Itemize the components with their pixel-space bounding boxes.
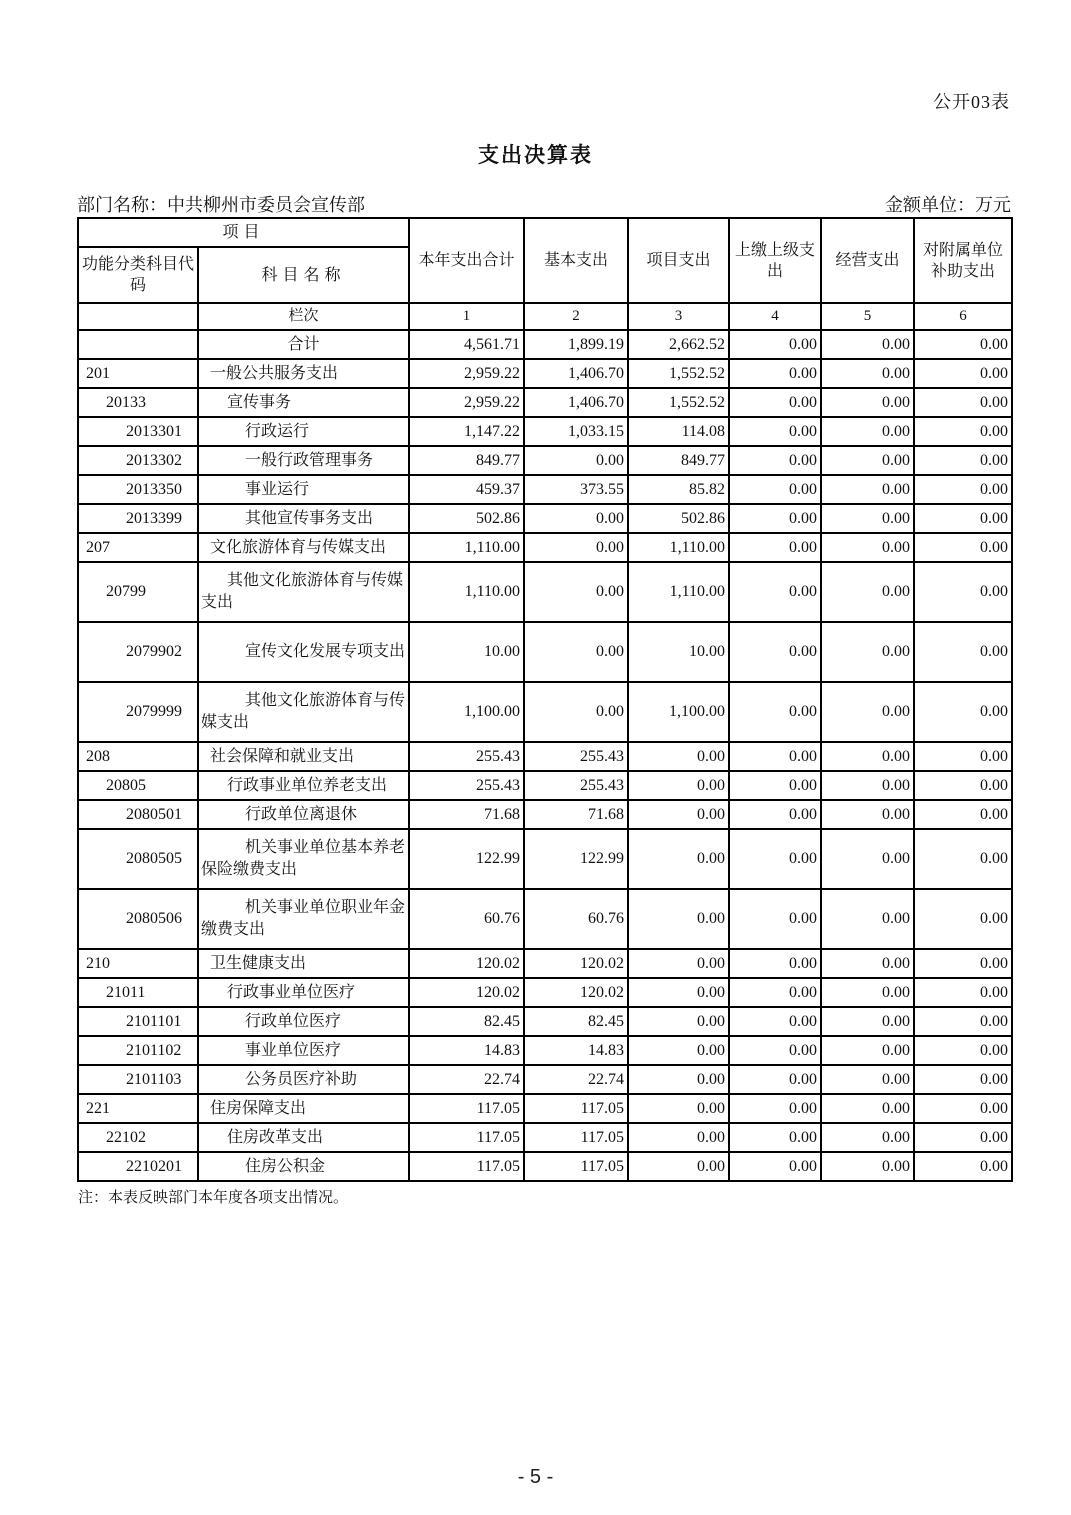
value-cell: 0.00 <box>628 889 729 949</box>
subject-name-cell: 行政事业单位养老支出 <box>198 771 409 800</box>
value-cell: 0.00 <box>914 417 1012 446</box>
table-row <box>78 889 1012 949</box>
value-cell: 0.00 <box>628 1123 729 1152</box>
value-cell: 0.00 <box>729 562 821 622</box>
value-cell: 0.00 <box>821 504 914 533</box>
value-cell: 0.00 <box>729 829 821 889</box>
table-row <box>78 682 1012 742</box>
value-cell: 1,406.70 <box>524 388 628 417</box>
table-row <box>78 978 1012 1007</box>
value-cell: 0.00 <box>914 1152 1012 1181</box>
value-cell: 0.00 <box>628 1094 729 1123</box>
value-cell: 0.00 <box>821 1007 914 1036</box>
value-cell: 373.55 <box>524 475 628 504</box>
function-code-cell: 2013350 <box>78 475 198 504</box>
value-cell: 0.00 <box>628 978 729 1007</box>
value-cell: 0.00 <box>914 1123 1012 1152</box>
value-cell: 0.00 <box>821 1094 914 1123</box>
subject-name-cell: 行政单位医疗 <box>198 1007 409 1036</box>
value-cell: 120.02 <box>524 978 628 1007</box>
value-cell: 114.08 <box>628 417 729 446</box>
value-cell: 0.00 <box>729 742 821 771</box>
value-cell: 82.45 <box>409 1007 524 1036</box>
footnote: 注：本表反映部门本年度各项支出情况。 <box>78 1190 349 1206</box>
value-cell: 0.00 <box>729 622 821 682</box>
value-cell: 0.00 <box>821 475 914 504</box>
function-code-cell: 21011 <box>78 978 198 1007</box>
function-code-cell: 2101101 <box>78 1007 198 1036</box>
subject-name-cell: 事业单位医疗 <box>198 1036 409 1065</box>
value-cell: 117.05 <box>524 1123 628 1152</box>
value-cell: 0.00 <box>821 771 914 800</box>
value-cell: 0.00 <box>628 1065 729 1094</box>
function-code-cell: 2079999 <box>78 682 198 742</box>
value-cell: 0.00 <box>524 622 628 682</box>
function-code-cell <box>78 330 198 359</box>
value-cell: 0.00 <box>729 682 821 742</box>
function-code-cell: 20805 <box>78 771 198 800</box>
value-cell: 1,899.19 <box>524 330 628 359</box>
value-cell: 0.00 <box>628 800 729 829</box>
subject-name-cell: 社会保障和就业支出 <box>198 742 409 771</box>
table-row <box>78 417 1012 446</box>
value-cell: 0.00 <box>524 562 628 622</box>
value-cell: 0.00 <box>628 1036 729 1065</box>
value-cell: 120.02 <box>409 978 524 1007</box>
value-cell: 0.00 <box>729 475 821 504</box>
lanci-empty-cell <box>78 303 198 330</box>
page-number: - 5 - <box>517 1466 554 1488</box>
header-col-basic: 基本支出 <box>524 218 628 303</box>
value-cell: 120.02 <box>524 949 628 978</box>
subject-name-cell: 行政运行 <box>198 417 409 446</box>
value-cell: 0.00 <box>821 417 914 446</box>
table-row <box>78 330 1012 359</box>
value-cell: 0.00 <box>914 446 1012 475</box>
value-cell: 502.86 <box>409 504 524 533</box>
subject-name-cell: 住房保障支出 <box>198 1094 409 1123</box>
value-cell: 117.05 <box>409 1152 524 1181</box>
value-cell: 0.00 <box>821 978 914 1007</box>
value-cell: 0.00 <box>914 978 1012 1007</box>
value-cell: 10.00 <box>628 622 729 682</box>
value-cell: 0.00 <box>821 359 914 388</box>
value-cell: 0.00 <box>821 1123 914 1152</box>
value-cell: 0.00 <box>821 388 914 417</box>
subject-name-cell: 文化旅游体育与传媒支出 <box>198 533 409 562</box>
value-cell: 60.76 <box>409 889 524 949</box>
value-cell: 0.00 <box>729 1094 821 1123</box>
value-cell: 0.00 <box>821 533 914 562</box>
subject-name-cell: 事业运行 <box>198 475 409 504</box>
value-cell: 0.00 <box>914 889 1012 949</box>
table-row <box>78 829 1012 889</box>
value-cell: 0.00 <box>821 1152 914 1181</box>
function-code-cell: 210 <box>78 949 198 978</box>
value-cell: 0.00 <box>914 533 1012 562</box>
value-cell: 0.00 <box>729 330 821 359</box>
value-cell: 0.00 <box>729 800 821 829</box>
value-cell: 0.00 <box>914 622 1012 682</box>
subject-name-cell: 行政事业单位医疗 <box>198 978 409 1007</box>
subject-name-cell: 一般公共服务支出 <box>198 359 409 388</box>
table-row <box>78 388 1012 417</box>
subject-name-cell: 行政单位离退休 <box>198 800 409 829</box>
expenditure-table <box>77 217 1013 1182</box>
value-cell: 22.74 <box>409 1065 524 1094</box>
value-cell: 117.05 <box>524 1094 628 1123</box>
value-cell: 255.43 <box>409 771 524 800</box>
value-cell: 0.00 <box>914 949 1012 978</box>
value-cell: 2,959.22 <box>409 359 524 388</box>
value-cell: 849.77 <box>409 446 524 475</box>
header-col-project: 项目支出 <box>628 218 729 303</box>
value-cell: 22.74 <box>524 1065 628 1094</box>
value-cell: 0.00 <box>628 829 729 889</box>
value-cell: 0.00 <box>628 1007 729 1036</box>
header-col-operating: 经营支出 <box>821 218 914 303</box>
value-cell: 71.68 <box>524 800 628 829</box>
function-code-cell: 221 <box>78 1094 198 1123</box>
value-cell: 1,406.70 <box>524 359 628 388</box>
header-col-subsidy: 对附属单位补助支出 <box>914 218 1012 303</box>
table-row <box>78 1007 1012 1036</box>
table-row <box>78 562 1012 622</box>
subject-name-cell: 合计 <box>198 330 409 359</box>
value-cell: 1,147.22 <box>409 417 524 446</box>
value-cell: 82.45 <box>524 1007 628 1036</box>
value-cell: 0.00 <box>914 742 1012 771</box>
value-cell: 0.00 <box>821 1065 914 1094</box>
meta-row <box>77 191 1011 217</box>
function-code-cell: 2210201 <box>78 1152 198 1181</box>
value-cell: 0.00 <box>821 829 914 889</box>
value-cell: 117.05 <box>409 1094 524 1123</box>
header-project: 项目 <box>78 218 409 247</box>
subject-name-cell: 宣传事务 <box>198 388 409 417</box>
subject-name-cell: 一般行政管理事务 <box>198 446 409 475</box>
amount-unit-label: 金额单位：万元 <box>885 195 1011 215</box>
value-cell: 255.43 <box>524 771 628 800</box>
table-row <box>78 771 1012 800</box>
header-function-code: 功能分类科目代码 <box>78 247 198 303</box>
table-row <box>78 949 1012 978</box>
value-cell: 0.00 <box>914 475 1012 504</box>
value-cell: 0.00 <box>729 388 821 417</box>
value-cell: 0.00 <box>914 1036 1012 1065</box>
value-cell: 0.00 <box>914 388 1012 417</box>
value-cell: 2,959.22 <box>409 388 524 417</box>
value-cell: 1,110.00 <box>628 562 729 622</box>
function-code-cell: 2080505 <box>78 829 198 889</box>
value-cell: 1,552.52 <box>628 388 729 417</box>
department-name-label: 部门名称：中共柳州市委员会宣传部 <box>77 195 365 215</box>
function-code-cell: 20133 <box>78 388 198 417</box>
table-body <box>78 330 1012 1181</box>
value-cell: 0.00 <box>821 622 914 682</box>
function-code-cell: 22102 <box>78 1123 198 1152</box>
value-cell: 10.00 <box>409 622 524 682</box>
table-row <box>78 359 1012 388</box>
lanci-col-number: 3 <box>628 303 729 330</box>
table-row <box>78 622 1012 682</box>
value-cell: 14.83 <box>524 1036 628 1065</box>
value-cell: 0.00 <box>821 562 914 622</box>
function-code-cell: 208 <box>78 742 198 771</box>
value-cell: 2,662.52 <box>628 330 729 359</box>
page-title: 支出决算表 <box>478 143 593 167</box>
value-cell: 14.83 <box>409 1036 524 1065</box>
value-cell: 4,561.71 <box>409 330 524 359</box>
lanci-col-number: 6 <box>914 303 1012 330</box>
value-cell: 0.00 <box>821 949 914 978</box>
value-cell: 85.82 <box>628 475 729 504</box>
value-cell: 0.00 <box>729 1123 821 1152</box>
value-cell: 1,110.00 <box>409 533 524 562</box>
value-cell: 0.00 <box>821 800 914 829</box>
table-row <box>78 1123 1012 1152</box>
value-cell: 0.00 <box>729 359 821 388</box>
value-cell: 120.02 <box>409 949 524 978</box>
value-cell: 0.00 <box>914 562 1012 622</box>
value-cell: 255.43 <box>524 742 628 771</box>
table-row <box>78 1036 1012 1065</box>
value-cell: 0.00 <box>524 682 628 742</box>
subject-name-cell: 住房改革支出 <box>198 1123 409 1152</box>
value-cell: 0.00 <box>914 771 1012 800</box>
subject-name-cell: 其他文化旅游体育与传媒支出 <box>198 682 409 742</box>
value-cell: 255.43 <box>409 742 524 771</box>
value-cell: 0.00 <box>628 1152 729 1181</box>
subject-name-cell: 机关事业单位基本养老保险缴费支出 <box>198 829 409 889</box>
value-cell: 0.00 <box>821 1036 914 1065</box>
lanci-label: 栏次 <box>198 303 409 330</box>
lanci-col-number: 2 <box>524 303 628 330</box>
value-cell: 0.00 <box>729 889 821 949</box>
form-code-label: 公开03表 <box>933 92 1010 112</box>
function-code-cell: 2080501 <box>78 800 198 829</box>
value-cell: 0.00 <box>914 1065 1012 1094</box>
value-cell: 0.00 <box>914 800 1012 829</box>
value-cell: 0.00 <box>914 829 1012 889</box>
value-cell: 0.00 <box>628 771 729 800</box>
value-cell: 122.99 <box>409 829 524 889</box>
value-cell: 0.00 <box>729 949 821 978</box>
subject-name-cell: 宣传文化发展专项支出 <box>198 622 409 682</box>
value-cell: 0.00 <box>914 682 1012 742</box>
function-code-cell: 2013302 <box>78 446 198 475</box>
function-code-cell: 2013301 <box>78 417 198 446</box>
header-subject-name: 科目名称 <box>198 247 409 303</box>
value-cell: 0.00 <box>729 1036 821 1065</box>
function-code-cell: 2079902 <box>78 622 198 682</box>
function-code-cell: 2101103 <box>78 1065 198 1094</box>
value-cell: 0.00 <box>729 1152 821 1181</box>
value-cell: 0.00 <box>821 889 914 949</box>
subject-name-cell: 住房公积金 <box>198 1152 409 1181</box>
table-row <box>78 1094 1012 1123</box>
value-cell: 0.00 <box>821 682 914 742</box>
table-row <box>78 742 1012 771</box>
value-cell: 122.99 <box>524 829 628 889</box>
lanci-col-number: 4 <box>729 303 821 330</box>
function-code-cell: 2101102 <box>78 1036 198 1065</box>
header-col-year-total: 本年支出合计 <box>409 218 524 303</box>
value-cell: 0.00 <box>628 949 729 978</box>
value-cell: 1,100.00 <box>628 682 729 742</box>
value-cell: 0.00 <box>821 330 914 359</box>
value-cell: 502.86 <box>628 504 729 533</box>
table-header <box>78 218 1012 330</box>
value-cell: 849.77 <box>628 446 729 475</box>
value-cell: 1,033.15 <box>524 417 628 446</box>
function-code-cell: 2080506 <box>78 889 198 949</box>
subject-name-cell: 机关事业单位职业年金缴费支出 <box>198 889 409 949</box>
value-cell: 71.68 <box>409 800 524 829</box>
function-code-cell: 20799 <box>78 562 198 622</box>
value-cell: 0.00 <box>729 1007 821 1036</box>
subject-name-cell: 其他文化旅游体育与传媒支出 <box>198 562 409 622</box>
subject-name-cell: 卫生健康支出 <box>198 949 409 978</box>
value-cell: 0.00 <box>729 417 821 446</box>
value-cell: 0.00 <box>524 504 628 533</box>
value-cell: 0.00 <box>524 446 628 475</box>
value-cell: 0.00 <box>628 742 729 771</box>
value-cell: 0.00 <box>821 446 914 475</box>
value-cell: 0.00 <box>914 1007 1012 1036</box>
value-cell: 0.00 <box>914 1094 1012 1123</box>
subject-name-cell: 公务员医疗补助 <box>198 1065 409 1094</box>
subject-name-cell: 其他宣传事务支出 <box>198 504 409 533</box>
function-code-cell: 201 <box>78 359 198 388</box>
value-cell: 1,110.00 <box>409 562 524 622</box>
value-cell: 117.05 <box>524 1152 628 1181</box>
value-cell: 0.00 <box>729 1065 821 1094</box>
table-row <box>78 533 1012 562</box>
table-row <box>78 1065 1012 1094</box>
value-cell: 0.00 <box>524 533 628 562</box>
table-row <box>78 504 1012 533</box>
value-cell: 459.37 <box>409 475 524 504</box>
function-code-cell: 207 <box>78 533 198 562</box>
table-row <box>78 475 1012 504</box>
table-row <box>78 446 1012 475</box>
value-cell: 0.00 <box>821 742 914 771</box>
value-cell: 0.00 <box>914 330 1012 359</box>
value-cell: 117.05 <box>409 1123 524 1152</box>
value-cell: 0.00 <box>729 533 821 562</box>
value-cell: 0.00 <box>729 446 821 475</box>
lanci-col-number: 1 <box>409 303 524 330</box>
table-row <box>78 1152 1012 1181</box>
value-cell: 0.00 <box>914 359 1012 388</box>
table-row <box>78 800 1012 829</box>
value-cell: 60.76 <box>524 889 628 949</box>
value-cell: 0.00 <box>729 504 821 533</box>
lanci-col-number: 5 <box>821 303 914 330</box>
function-code-cell: 2013399 <box>78 504 198 533</box>
value-cell: 0.00 <box>729 771 821 800</box>
header-col-upward: 上缴上级支出 <box>729 218 821 303</box>
value-cell: 0.00 <box>729 978 821 1007</box>
value-cell: 1,552.52 <box>628 359 729 388</box>
value-cell: 1,110.00 <box>628 533 729 562</box>
value-cell: 0.00 <box>914 504 1012 533</box>
value-cell: 1,100.00 <box>409 682 524 742</box>
